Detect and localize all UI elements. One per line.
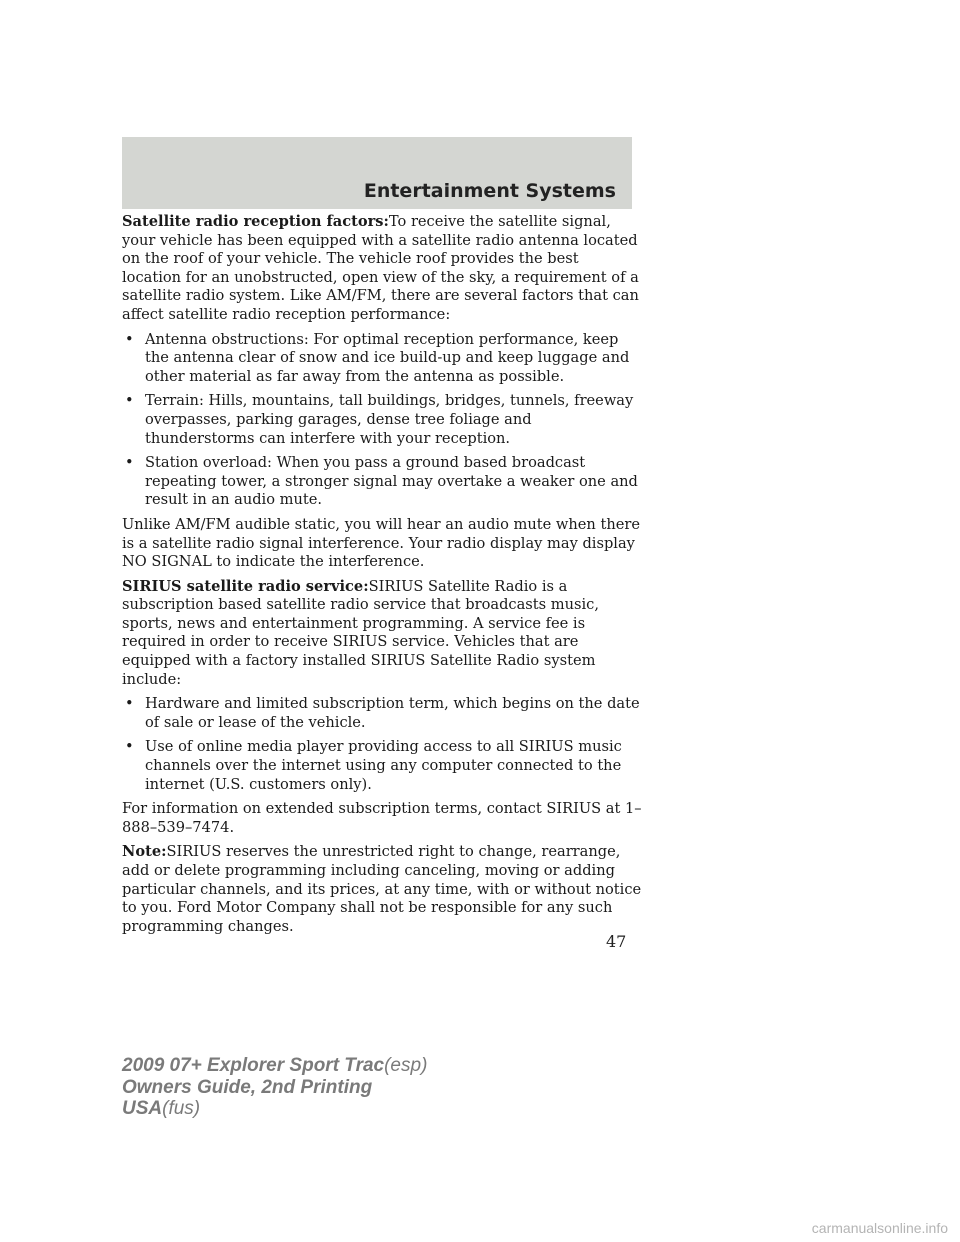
footer-market-code: (fus) (162, 1098, 201, 1119)
interference-paragraph: Unlike AM/FM audible static, you will hear an audio mute when there is a satellite radio signal interference. Your radio display may display NO SIGNAL to indicate the interference. (122, 515, 640, 571)
list-item-text: Antenna obstructions: For optimal reception performance, keep the antenna clear of snow and ice build-up and keep luggage and other material as far away from the antenna as possible. (145, 330, 630, 385)
reception-bullet-list (122, 331, 642, 510)
bullet-icon: • (125, 392, 134, 410)
list-item-text: Hardware and limited subscription term, which begins on the date of sale or lease of the vehicle. (145, 695, 640, 731)
section-header-band (122, 137, 632, 209)
watermark: carmanualsonline.info (811, 1220, 948, 1236)
footer-model: 2009 07+ Explorer Sport Trac (122, 1055, 385, 1076)
footer-line-market (122, 1098, 427, 1120)
footer-market: USA (122, 1098, 163, 1119)
page-content (122, 213, 642, 942)
bullet-icon: • (125, 330, 134, 348)
document-footer (122, 1055, 427, 1120)
list-item (122, 454, 642, 510)
list-item (122, 392, 642, 448)
list-item (122, 331, 642, 387)
reception-paragraph (122, 213, 642, 325)
page-number: 47 (606, 932, 627, 951)
service-body: SIRIUS Satellite Radio is a subscription based satellite radio service that broadcasts music, sports, news and entertainment programming. A service fee is required in order to receive SIRIUS service. Vehicles that are equipped with a factory installed SIRIUS Satellite Radio system include: (122, 577, 599, 688)
footer-line-guide: Owners Guide, 2nd Printing (122, 1076, 373, 1098)
note-heading: Note: (122, 843, 167, 861)
list-item (122, 738, 642, 794)
footer-line-model (122, 1055, 427, 1077)
service-bullet-list (122, 695, 642, 794)
section-title: Entertainment Systems (363, 180, 616, 202)
service-paragraph (122, 578, 642, 690)
footer-model-code: (esp) (384, 1055, 428, 1076)
note-paragraph (122, 843, 642, 936)
bullet-icon: • (125, 695, 134, 713)
reception-heading: Satellite radio reception factors: (122, 213, 389, 230)
list-item-text: Use of online media player providing access to all SIRIUS music channels over the internet using any computer connected to the internet (U.S. customers only). (145, 738, 622, 793)
bullet-icon: • (125, 454, 134, 472)
contact-paragraph: For information on extended subscription terms, contact SIRIUS at 1–888–539–7474. (122, 800, 642, 836)
reception-body: To receive the satellite signal, your vehicle has been equipped with a satellite radio antenna located on the roof of your vehicle. The vehicle roof provides the best location for an unobstructed, open view of the sky, a requirement of a satellite radio system. Like AM/FM, there are several factors that can affect satellite radio reception performance: (122, 213, 639, 323)
bullet-icon: • (125, 738, 134, 756)
list-item-text: Station overload: When you pass a ground based broadcast repeating tower, a stronger signal may overtake a weaker one and result in an audio mute. (145, 454, 638, 509)
list-item-text: Terrain: Hills, mountains, tall buildings, bridges, tunnels, freeway overpasses, parking garages, dense tree foliage and thunderstorms can interfere with your reception. (145, 392, 634, 447)
list-item (122, 695, 642, 732)
service-heading: SIRIUS satellite radio service: (122, 577, 369, 595)
note-body: SIRIUS reserves the unrestricted right to change, rearrange, add or delete programming including canceling, moving or adding particular channels, and its prices, at any time, with or without notice to you. Ford Motor Company shall not be responsible for any such programming changes. (122, 843, 642, 935)
